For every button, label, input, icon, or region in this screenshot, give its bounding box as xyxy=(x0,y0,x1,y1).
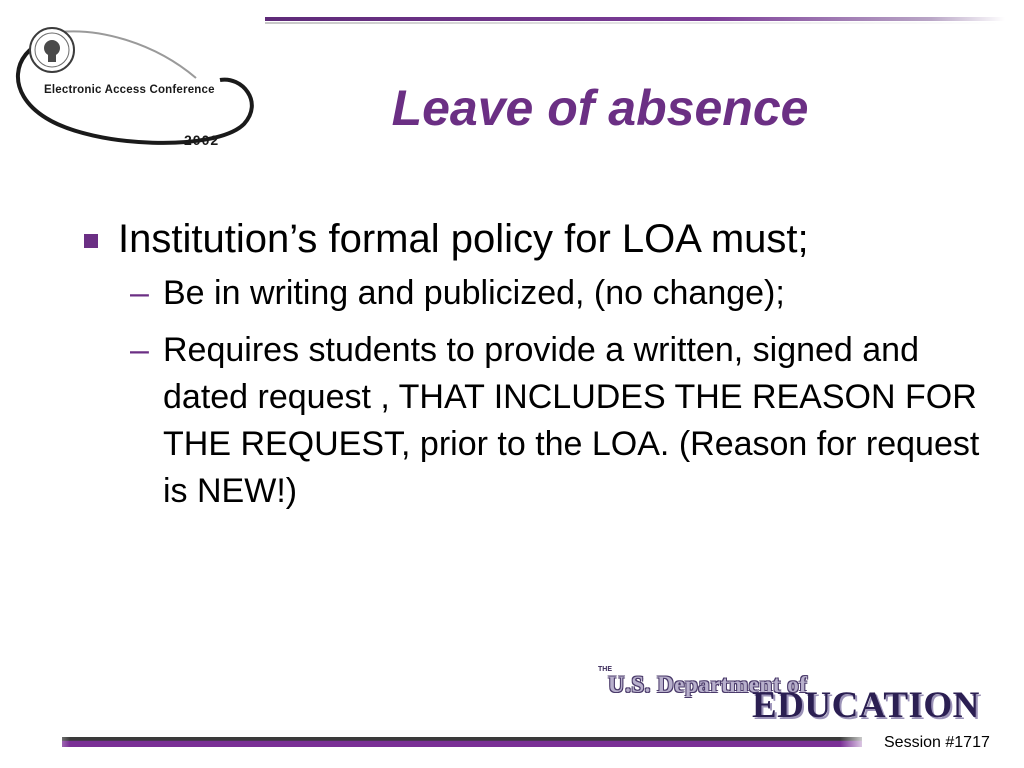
top-divider xyxy=(265,17,1005,21)
dash-icon: – xyxy=(130,331,149,369)
bullet-text: Institution’s formal policy for LOA must; xyxy=(118,217,809,261)
conference-logo xyxy=(6,14,258,154)
conference-year: 2002 xyxy=(184,132,220,148)
sub-item-text: Requires students to provide a written, signed and dated request , THAT INCLUDES THE REASON FOR THE REQUEST, prior to the LOA. (Reason for request is NEW!) xyxy=(163,331,980,510)
dash-icon: – xyxy=(130,274,149,312)
conference-name: Electronic Access Conference xyxy=(44,84,215,96)
slide-body xyxy=(84,214,984,515)
sub-item xyxy=(130,270,993,317)
agency-line2: EDUCATION xyxy=(752,685,980,726)
sub-item xyxy=(130,327,993,515)
bullet-item xyxy=(84,214,984,264)
session-number: Session #1717 xyxy=(884,734,990,751)
bottom-divider-fade-right xyxy=(840,737,870,747)
bottom-divider xyxy=(62,737,862,747)
slide-title: Leave of absence xyxy=(391,80,809,136)
bottom-divider-fade-left xyxy=(40,737,70,747)
agency-prefix: THE xyxy=(598,666,612,673)
sub-item-text: Be in writing and publicized, (no change); xyxy=(163,274,785,312)
square-bullet-icon xyxy=(84,234,98,248)
agency-line1: U.S. Department of xyxy=(608,672,808,697)
top-divider-shadow xyxy=(265,22,1000,24)
